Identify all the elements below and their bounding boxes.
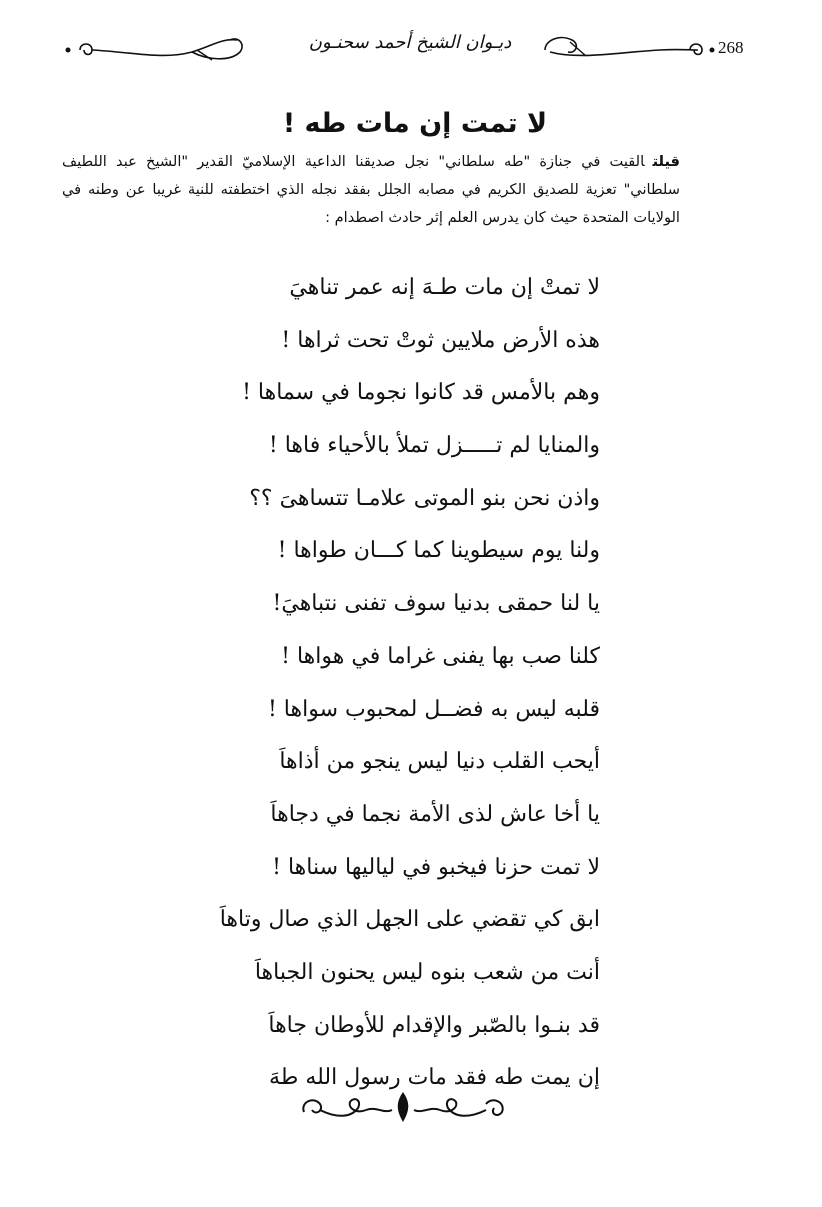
verse-line: كلنا صب بها يفنى غراما في هواها !	[281, 643, 600, 669]
verse-line: يا لنا حمقى بدنيا سوف تفنى نتباهيَ!	[272, 591, 600, 617]
scroll-ornament-icon	[62, 30, 247, 74]
intro-marker: قيلت	[652, 153, 680, 170]
verse-line: إن يمت طه فقد مات رسول الله طهَ	[269, 1065, 600, 1091]
verse-line: يا أخا عاش لذى الأمة نجما في دجاهاَ	[270, 801, 600, 827]
verse-line: ابق كي تقضي على الجهل الذي صال وتاهاَ	[219, 907, 600, 933]
book-title: ديـوان الشيخ أحمد سحنـون	[308, 32, 512, 53]
scroll-ornament-icon	[540, 30, 720, 74]
verse-line: قد بنـوا بالصّبر والإقدام للأوطان جاهاَ	[268, 1012, 600, 1038]
intro-text: القيت في جنازة "طه سلطاني" نجل صديقنا الداعية الإسلاميّ القدير "الشيخ عبد اللطيف سلطاني" تعزية للصديق الكريم في مصابه الجلل بفقد نجله الذي اختطفته للنية غريبا عن وطنه في الولايات المتحدة حيث كان يدرس العلم إثر حادث اصطدام :	[62, 153, 680, 226]
poem-intro	[62, 148, 680, 232]
verse-line: لا تمتْ إن مات طـهَ إنه عمر تناهيَ	[289, 275, 600, 300]
verse-line: واذن نحن بنو الموتى علامـا تتساهىَ ؟؟	[249, 485, 600, 511]
verse-line: هذه الأرض ملايين ثوتْ تحت ثراها !	[281, 327, 600, 353]
poem-title: لا تمت إن مات طه !	[282, 108, 548, 139]
verse-line: وهم بالأمس قد كانوا نجوما في سماها !	[242, 380, 600, 406]
verse-line: أيحب القلب دنيا ليس ينجو من أذاهاَ	[279, 749, 600, 775]
verse-list	[200, 262, 600, 1105]
verse-line: والمنايا لم تـــــزل تملأ بالأحياء فاها !	[268, 433, 600, 459]
verse-line: لا تمت حزنا فيخبو في لياليها سناها !	[272, 854, 600, 880]
fleuron-icon	[296, 1088, 510, 1132]
verse-line: ولنا يوم سيطوينا كما كـــان طواها !	[277, 538, 600, 564]
verse-line: أنت من شعب بنوه ليس يحنون الجباهاَ	[254, 959, 600, 985]
verse-line: قلبه ليس به فضــل لمحبوب سواها !	[267, 696, 600, 722]
page-number: 268	[718, 38, 744, 57]
